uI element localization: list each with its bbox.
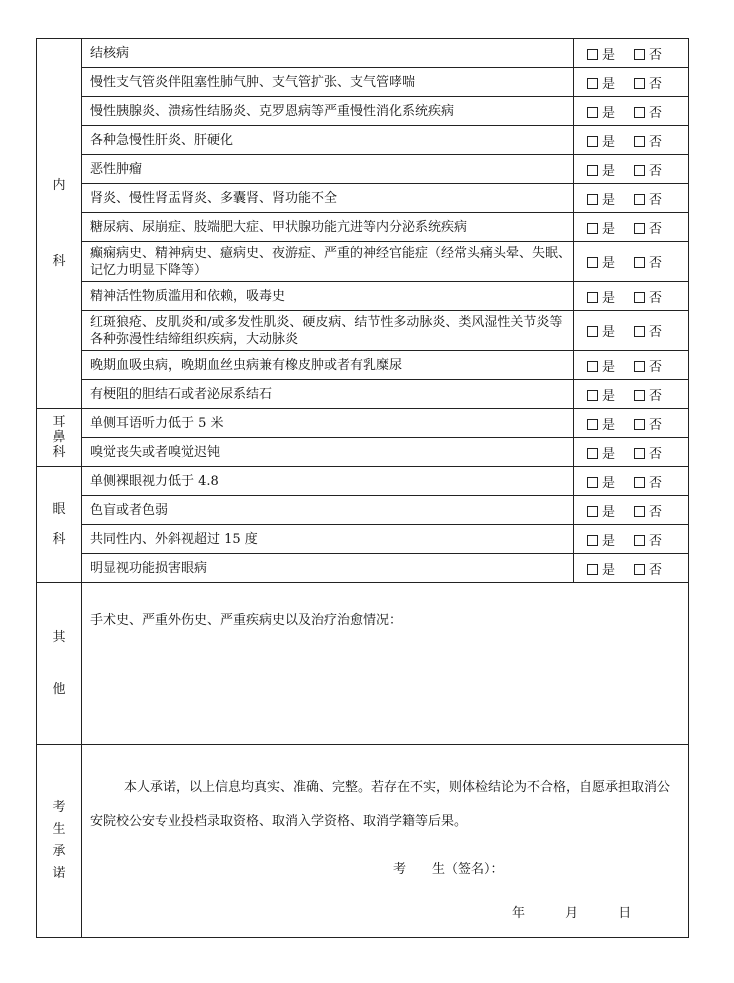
no-option[interactable]: 否 — [634, 501, 662, 520]
date-field[interactable]: 年 月 日 — [512, 906, 632, 921]
answer-cell — [574, 213, 689, 242]
signature-field[interactable]: 考 生（签名）： — [393, 862, 504, 877]
question-text: 糖尿病、尿崩症、肢端肥大症、甲状腺功能亢进等内分泌系统疾病 — [82, 213, 574, 242]
question-text: 晚期血吸虫病，晚期血丝虫病兼有橡皮肿或者有乳糜尿 — [82, 351, 574, 380]
question-text: 癫痫病史、精神病史、癔病史、夜游症、严重的神经官能症（经常头痛头晕、失眠、记忆力明显下降等） — [82, 242, 574, 282]
yes-option[interactable]: 是 — [587, 160, 615, 179]
question-text: 有梗阻的胆结石或者泌尿系结石 — [82, 380, 574, 409]
yes-checkbox[interactable] — [587, 292, 598, 303]
question-row — [37, 184, 689, 213]
question-row — [37, 351, 689, 380]
answer-cell — [574, 97, 689, 126]
yes-option[interactable]: 是 — [587, 218, 615, 237]
yes-option[interactable]: 是 — [587, 443, 615, 462]
no-option[interactable]: 否 — [634, 287, 662, 306]
question-row — [37, 525, 689, 554]
question-row — [37, 380, 689, 409]
question-text: 各种急慢性肝炎、肝硬化 — [82, 126, 574, 155]
other-row — [37, 583, 689, 745]
answer-cell — [574, 554, 689, 583]
pledge-row — [37, 745, 689, 938]
question-text: 色盲或者色弱 — [82, 496, 574, 525]
answer-cell — [574, 126, 689, 155]
yes-checkbox[interactable] — [587, 390, 598, 401]
question-row — [37, 467, 689, 496]
question-text: 单侧裸眼视力低于 4.8 — [82, 467, 574, 496]
no-checkbox[interactable] — [634, 136, 645, 147]
no-option[interactable]: 否 — [634, 559, 662, 578]
answer-cell — [574, 282, 689, 311]
other-history-prompt: 手术史、严重外伤史、严重疾病史以及治疗治愈情况： — [90, 613, 403, 628]
no-checkbox[interactable] — [634, 448, 645, 459]
yes-checkbox[interactable] — [587, 448, 598, 459]
question-text: 单侧耳语听力低于 5 米 — [82, 409, 574, 438]
question-row — [37, 438, 689, 467]
no-checkbox[interactable] — [634, 564, 645, 575]
no-option[interactable]: 否 — [634, 44, 662, 63]
no-checkbox[interactable] — [634, 223, 645, 234]
no-option[interactable]: 否 — [634, 218, 662, 237]
yes-checkbox[interactable] — [587, 506, 598, 517]
yes-option[interactable]: 是 — [587, 472, 615, 491]
answer-cell — [574, 68, 689, 97]
yes-option[interactable]: 是 — [587, 73, 615, 92]
no-checkbox[interactable] — [634, 257, 645, 268]
yes-option[interactable]: 是 — [587, 102, 615, 121]
yes-option[interactable]: 是 — [587, 501, 615, 520]
health-declaration-table — [36, 38, 689, 938]
question-text: 明显视功能损害眼病 — [82, 554, 574, 583]
no-checkbox[interactable] — [634, 419, 645, 430]
no-option[interactable]: 否 — [634, 414, 662, 433]
no-option[interactable]: 否 — [634, 385, 662, 404]
question-row — [37, 409, 689, 438]
question-text: 嗅觉丧失或者嗅觉迟钝 — [82, 438, 574, 467]
no-option[interactable]: 否 — [634, 472, 662, 491]
no-option[interactable]: 否 — [634, 252, 662, 271]
no-option[interactable]: 否 — [634, 189, 662, 208]
no-option[interactable]: 否 — [634, 443, 662, 462]
no-checkbox[interactable] — [634, 361, 645, 372]
no-option[interactable]: 否 — [634, 131, 662, 150]
question-text: 红斑狼疮、皮肌炎和/或多发性肌炎、硬皮病、结节性多动脉炎、类风湿性关节炎等各种弥漫性结缔组织疾病，大动脉炎 — [82, 311, 574, 351]
yes-checkbox[interactable] — [587, 257, 598, 268]
answer-cell — [574, 184, 689, 213]
yes-option[interactable]: 是 — [587, 356, 615, 375]
yes-checkbox[interactable] — [587, 223, 598, 234]
no-option[interactable]: 否 — [634, 321, 662, 340]
yes-checkbox[interactable] — [587, 564, 598, 575]
yes-option[interactable]: 是 — [587, 321, 615, 340]
question-text: 共同性内、外斜视超过 15 度 — [82, 525, 574, 554]
question-row — [37, 97, 689, 126]
no-checkbox[interactable] — [634, 165, 645, 176]
question-text: 结核病 — [82, 39, 574, 68]
yes-option[interactable]: 是 — [587, 189, 615, 208]
ophthalmology-category: 眼 科 — [37, 467, 82, 583]
question-text: 慢性胰腺炎、溃疡性结肠炎、克罗恩病等严重慢性消化系统疾病 — [82, 97, 574, 126]
no-checkbox[interactable] — [634, 107, 645, 118]
question-row — [37, 68, 689, 97]
pledge-text: 本人承诺，以上信息均真实、准确、完整。若存在不实，则体检结论为不合格，自愿承担取消公安院校公安专业投档录取资格、取消入学资格、取消学籍等后果。 — [90, 780, 671, 829]
answer-cell — [574, 39, 689, 68]
yes-checkbox[interactable] — [587, 107, 598, 118]
no-checkbox[interactable] — [634, 390, 645, 401]
answer-cell — [574, 438, 689, 467]
no-option[interactable]: 否 — [634, 102, 662, 121]
yes-option[interactable]: 是 — [587, 530, 615, 549]
question-text: 精神活性物质滥用和依赖，吸毒史 — [82, 282, 574, 311]
question-row — [37, 126, 689, 155]
yes-checkbox[interactable] — [587, 419, 598, 430]
no-checkbox[interactable] — [634, 506, 645, 517]
pledge-category: 考 生 承 诺 — [37, 745, 82, 938]
no-option[interactable]: 否 — [634, 356, 662, 375]
answer-cell — [574, 351, 689, 380]
yes-option[interactable]: 是 — [587, 252, 615, 271]
other-category: 其 他 — [37, 583, 82, 745]
yes-option[interactable]: 是 — [587, 414, 615, 433]
no-option[interactable]: 否 — [634, 530, 662, 549]
no-checkbox[interactable] — [634, 49, 645, 60]
yes-option[interactable]: 是 — [587, 559, 615, 578]
yes-checkbox[interactable] — [587, 49, 598, 60]
no-checkbox[interactable] — [634, 78, 645, 89]
no-checkbox[interactable] — [634, 535, 645, 546]
no-checkbox[interactable] — [634, 477, 645, 488]
ent-category: 耳 鼻 科 — [37, 409, 82, 467]
question-row — [37, 496, 689, 525]
no-option[interactable]: 否 — [634, 160, 662, 179]
answer-cell — [574, 380, 689, 409]
question-row — [37, 213, 689, 242]
answer-cell — [574, 409, 689, 438]
question-row — [37, 282, 689, 311]
no-checkbox[interactable] — [634, 292, 645, 303]
question-row — [37, 242, 689, 282]
question-text: 肾炎、慢性肾盂肾炎、多囊肾、肾功能不全 — [82, 184, 574, 213]
yes-option[interactable]: 是 — [587, 44, 615, 63]
answer-cell — [574, 311, 689, 351]
answer-cell — [574, 525, 689, 554]
question-text: 恶性肿瘤 — [82, 155, 574, 184]
question-row — [37, 311, 689, 351]
yes-checkbox[interactable] — [587, 361, 598, 372]
question-text: 慢性支气管炎伴阻塞性肺气肿、支气管扩张、支气管哮喘 — [82, 68, 574, 97]
yes-checkbox[interactable] — [587, 535, 598, 546]
yes-checkbox[interactable] — [587, 165, 598, 176]
yes-checkbox[interactable] — [587, 78, 598, 89]
yes-checkbox[interactable] — [587, 477, 598, 488]
internal-medicine-category: 内 科 — [37, 39, 82, 409]
pledge-cell — [82, 745, 689, 938]
question-row — [37, 39, 689, 68]
answer-cell — [574, 467, 689, 496]
no-checkbox[interactable] — [634, 194, 645, 205]
question-row — [37, 155, 689, 184]
answer-cell — [574, 242, 689, 282]
other-history-field[interactable] — [82, 583, 689, 745]
yes-checkbox[interactable] — [587, 136, 598, 147]
yes-option[interactable]: 是 — [587, 287, 615, 306]
answer-cell — [574, 496, 689, 525]
yes-checkbox[interactable] — [587, 194, 598, 205]
no-checkbox[interactable] — [634, 326, 645, 337]
question-row — [37, 554, 689, 583]
yes-option[interactable]: 是 — [587, 131, 615, 150]
yes-option[interactable]: 是 — [587, 385, 615, 404]
yes-checkbox[interactable] — [587, 326, 598, 337]
answer-cell — [574, 155, 689, 184]
no-option[interactable]: 否 — [634, 73, 662, 92]
